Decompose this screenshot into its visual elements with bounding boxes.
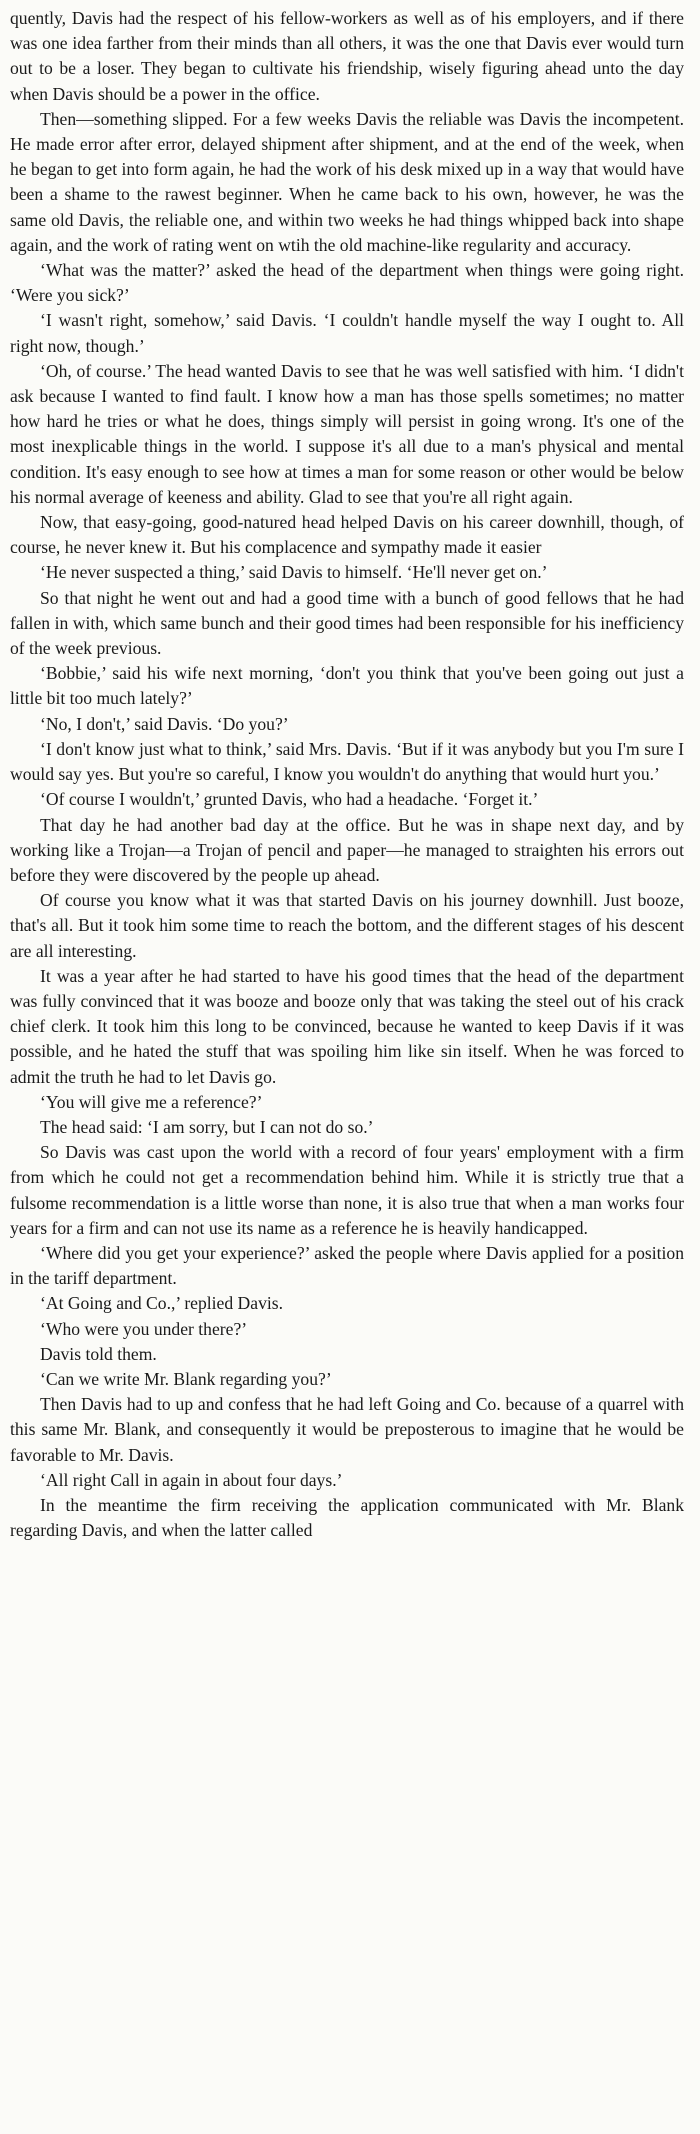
paragraph: Of course you know what it was that started Davis on his journey downhill. Just booze, that's all. But it took him some time to reach the bottom, and the different stages of his descent are all interesting. (10, 890, 684, 961)
paragraph: ‘What was the matter?’ asked the head of the department when things were going right. ‘Were you sick?’ (10, 260, 684, 306)
paragraph: It was a year after he had started to have his good times that the head of the department was fully convinced that it was booze and booze only that was taking the steel out of his crack chief clerk. It took him this long to be convinced, because he wanted to keep Davis if it was possible, and he hated the stuff that was spoiling him like sin itself. When he was forced to admit the truth he had to let Davis go. (10, 965, 684, 1087)
paragraph: Davis told them. (40, 1343, 157, 1364)
paragraph: So that night he went out and had a good time with a bunch of good fellows that he had fallen in with, which same bunch and their good times had been responsible for his inefficiency of the week previous. (10, 587, 684, 659)
paragraph: ‘All right Call in again in about four days.’ (40, 1469, 343, 1490)
paragraph: ‘Bobbie,’ said his wife next morning, ‘don't you think that you've been going out just a little bit too much lately?’ (10, 663, 684, 709)
paragraph: quently, Davis had the respect of his fellow-workers as well as of his employers, and if there was one idea farther from their minds than all others, it was the one that Davis ever would turn out to be a loser. They began to cultivate his friendship, wisely figuring ahead unto the day when Davis should be a power in the office. (10, 8, 684, 104)
paragraph: ‘Can we write Mr. Blank regarding you?’ (40, 1368, 332, 1389)
paragraph: Then—something slipped. For a few weeks Davis the reliable was Davis the incompetent. He made error after error, delayed shipment after shipment, and at the end of the week, when he began to get into form again, he had the work of his desk mixed up in a way that would have been a shame to the rawest beginner. When he came back to his own, however, he was the same old Davis, the reliable one, and within two weeks he had things whipped back into shape again, and the work of rating went on wtih the old machine-like regularity and accuracy. (10, 108, 684, 255)
paragraph: ‘Of course I wouldn't,’ grunted Davis, who had a headache. ‘Forget it.’ (40, 789, 539, 810)
paragraph: ‘No, I don't,’ said Davis. ‘Do you?’ (40, 713, 289, 734)
paragraph: That day he had another bad day at the office. But he was in shape next day, and by working like a Trojan—a Trojan of pencil and paper—he managed to straighten his errors out before they were discovered by the people up ahead. (10, 814, 684, 885)
paragraph: ‘Oh, of course.’ The head wanted Davis to see that he was well satisfied with him. ‘I didn't ask because I wanted to find fault. I know how a man has those spells sometimes; no matter how hard he tries or what he does, things simply will persist in going wrong. It's one of the most inexplicable things in the world. I suppose it's all due to a man's physical and mental condition. It's easy enough to see how at times a man for some reason or other would be below his normal average of keeness and ability. Glad to see that you're all right again. (10, 360, 684, 507)
paragraph: Now, that easy-going, good-natured head helped Davis on his career downhill, though, of course, he never knew it. But his complacence and sympathy made it easier (10, 512, 684, 558)
paragraph: ‘Who were you under there?’ (40, 1318, 248, 1339)
paragraph: Then Davis had to up and confess that he had left Going and Co. because of a quarrel with this same Mr. Blank, and consequently it would be preposterous to imagine that he would be favorable to Mr. Davis. (10, 1394, 684, 1465)
paragraph: The head said: ‘I am sorry, but I can not do so.’ (40, 1116, 374, 1137)
paragraph: So Davis was cast upon the world with a record of four years' employment with a firm from which he could not get a recommendation behind him. While it is strictly true that a fulsome recommendation is a little worse than none, it is also true that when a man works four years for a firm and can not use its name as a reference he is heavily handicapped. (10, 1142, 684, 1238)
paragraph: ‘Where did you get your experience?’ asked the people where Davis applied for a position in the tariff department. (10, 1242, 684, 1289)
paragraph: ‘I don't know just what to think,’ said Mrs. Davis. ‘But if it was anybody but you I'm sure I would say yes. But you're so careful, I know you wouldn't do anything that would hurt you.’ (10, 738, 684, 785)
paragraph: ‘You will give me a reference?’ (40, 1091, 263, 1112)
paragraph: ‘I wasn't right, somehow,’ said Davis. ‘I couldn't handle myself the way I ought to. All right now, though.’ (10, 310, 684, 356)
paragraph: In the meantime the firm receiving the application communicated with Mr. Blank regarding Davis, and when the latter called (10, 1494, 684, 1541)
paragraph: ‘At Going and Co.,’ replied Davis. (40, 1293, 284, 1314)
paragraph: ‘He never suspected a thing,’ said Davis to himself. ‘He'll never get on.’ (40, 562, 548, 583)
